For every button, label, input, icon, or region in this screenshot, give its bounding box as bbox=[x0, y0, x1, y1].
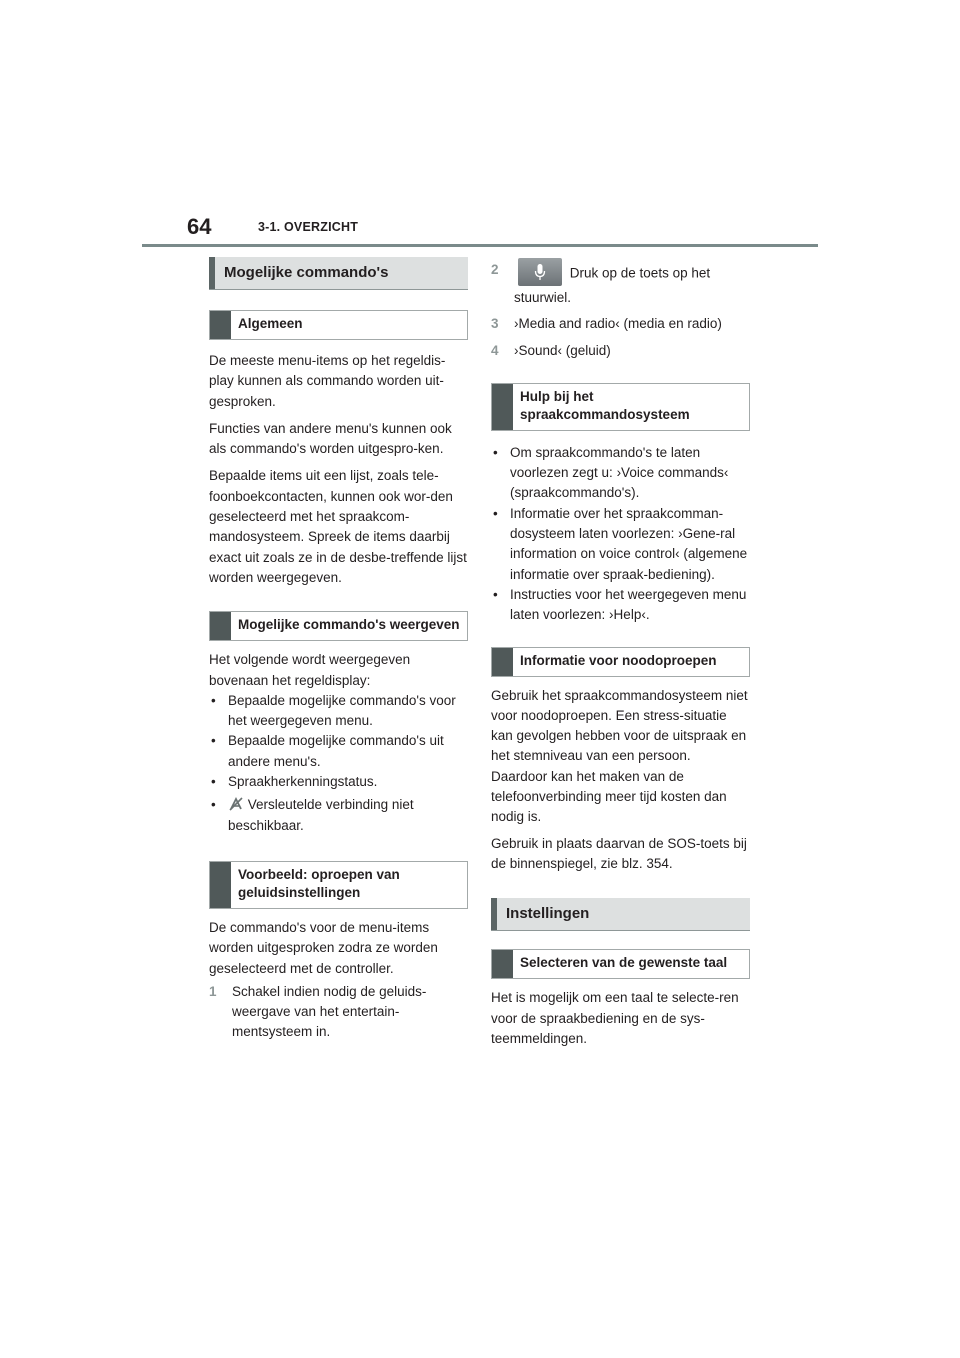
microphone-icon bbox=[518, 258, 562, 286]
paragraph: Gebruik in plaats daarvan de SOS-toets bij de binnenspiegel, zie blz. 354. bbox=[491, 835, 747, 871]
heading-possible-commands: Mogelijke commando's bbox=[209, 257, 468, 290]
step-number: 3 bbox=[491, 316, 499, 332]
paragraph: De commando's voor de menu-items worden uitgesproken zodra ze worden geselecteerd met de controller. bbox=[209, 919, 438, 976]
step-4 bbox=[491, 341, 750, 361]
list-item bbox=[209, 795, 468, 836]
step-text: ›Media and radio‹ (media en radio) bbox=[514, 316, 722, 332]
paragraph: Bepaalde items uit een lijst, zoals tele-foonboekcontacten, kunnen ook wor-den geselecteerd met het spraakcom-mandosysteem. Spreek de items daarbij exact uit zoals ze in de desbe-treffende lijst worden weergegeven. bbox=[209, 468, 467, 585]
list-item: • Bepaalde mogelijke commando's voor het weergegeven menu. bbox=[209, 691, 468, 732]
paragraph: Het is mogelijk om een taal te selecte-ren voor de spraakbediening en de sys-teemmeldingen. bbox=[491, 990, 739, 1046]
step-text: Druk op de toets op het stuurwiel. bbox=[514, 265, 711, 305]
step-3 bbox=[491, 314, 750, 334]
subheading-emergency: Informatie voor noodoproepen bbox=[491, 647, 750, 677]
list-item: • Spraakherkenningstatus. bbox=[209, 772, 468, 792]
subheading-show-commands: Mogelijke commando's weergeven bbox=[209, 611, 468, 641]
subheading-example: Voorbeeld: oproepen van geluidsinstellingen bbox=[209, 861, 468, 909]
paragraph: Functies van andere menu's kunnen ook als commando's worden uitgespro-ken. bbox=[209, 420, 452, 457]
step-text: ›Sound‹ (geluid) bbox=[514, 342, 611, 358]
page-number: 64 bbox=[187, 214, 212, 239]
paragraph: Het volgende wordt weergegeven bovenaan het regeldisplay: bbox=[209, 652, 411, 688]
step-number: 4 bbox=[491, 342, 499, 358]
subheading-general: Algemeen bbox=[209, 310, 468, 340]
step-2 bbox=[491, 260, 750, 308]
list-item-text: Versleutelde verbinding niet beschikbaar. bbox=[228, 797, 414, 833]
left-column bbox=[209, 257, 468, 1043]
subheading-help: Hulp bij het spraakcommandosysteem bbox=[491, 383, 750, 431]
heading-settings: Instellingen bbox=[491, 898, 750, 931]
list-item: • Instructies voor het weergegeven menu laten voorlezen: ›Help‹. bbox=[491, 585, 750, 626]
step-text: Schakel indien nodig de geluids-weergave van het entertain-mentsysteem in. bbox=[232, 983, 427, 1040]
subheading-language: Selecteren van de gewenste taal bbox=[491, 949, 750, 979]
step-1 bbox=[209, 982, 468, 1043]
list-item: • Om spraakcommando's te laten voorlezen zegt u: ›Voice commands‹ (spraakcommando's). bbox=[491, 443, 750, 504]
bullet-list bbox=[209, 691, 468, 836]
paragraph: Gebruik het spraakcommandosysteem niet voor noodoproepen. Een stress-situatie kan gevolgen hebben voor de uitspraak en het stemniveau van een persoon. Daardoor kan het maken van de telefoonverbinding meer tijd kosten dan nodig is. bbox=[491, 687, 748, 825]
list-item: • Informatie over het spraakcomman-dosysteem laten voorlezen: ›Gene-ral information on voice control‹ (algemene informatie over spraak-bediening). bbox=[491, 504, 750, 585]
help-bullet-list bbox=[491, 443, 750, 626]
crossed-connection-icon bbox=[228, 796, 244, 812]
right-column bbox=[491, 257, 750, 1049]
step-number: 2 bbox=[491, 262, 499, 277]
section-label: 3-1. OVERZICHT bbox=[258, 220, 359, 234]
step-number: 1 bbox=[209, 983, 217, 999]
page-header bbox=[0, 0, 960, 250]
paragraph: De meeste menu-items op het regeldis-play kunnen als commando worden uit-gesproken. bbox=[209, 353, 446, 409]
list-item: • Bepaalde mogelijke commando's uit andere menu's. bbox=[209, 731, 468, 772]
header-rule bbox=[142, 244, 818, 247]
